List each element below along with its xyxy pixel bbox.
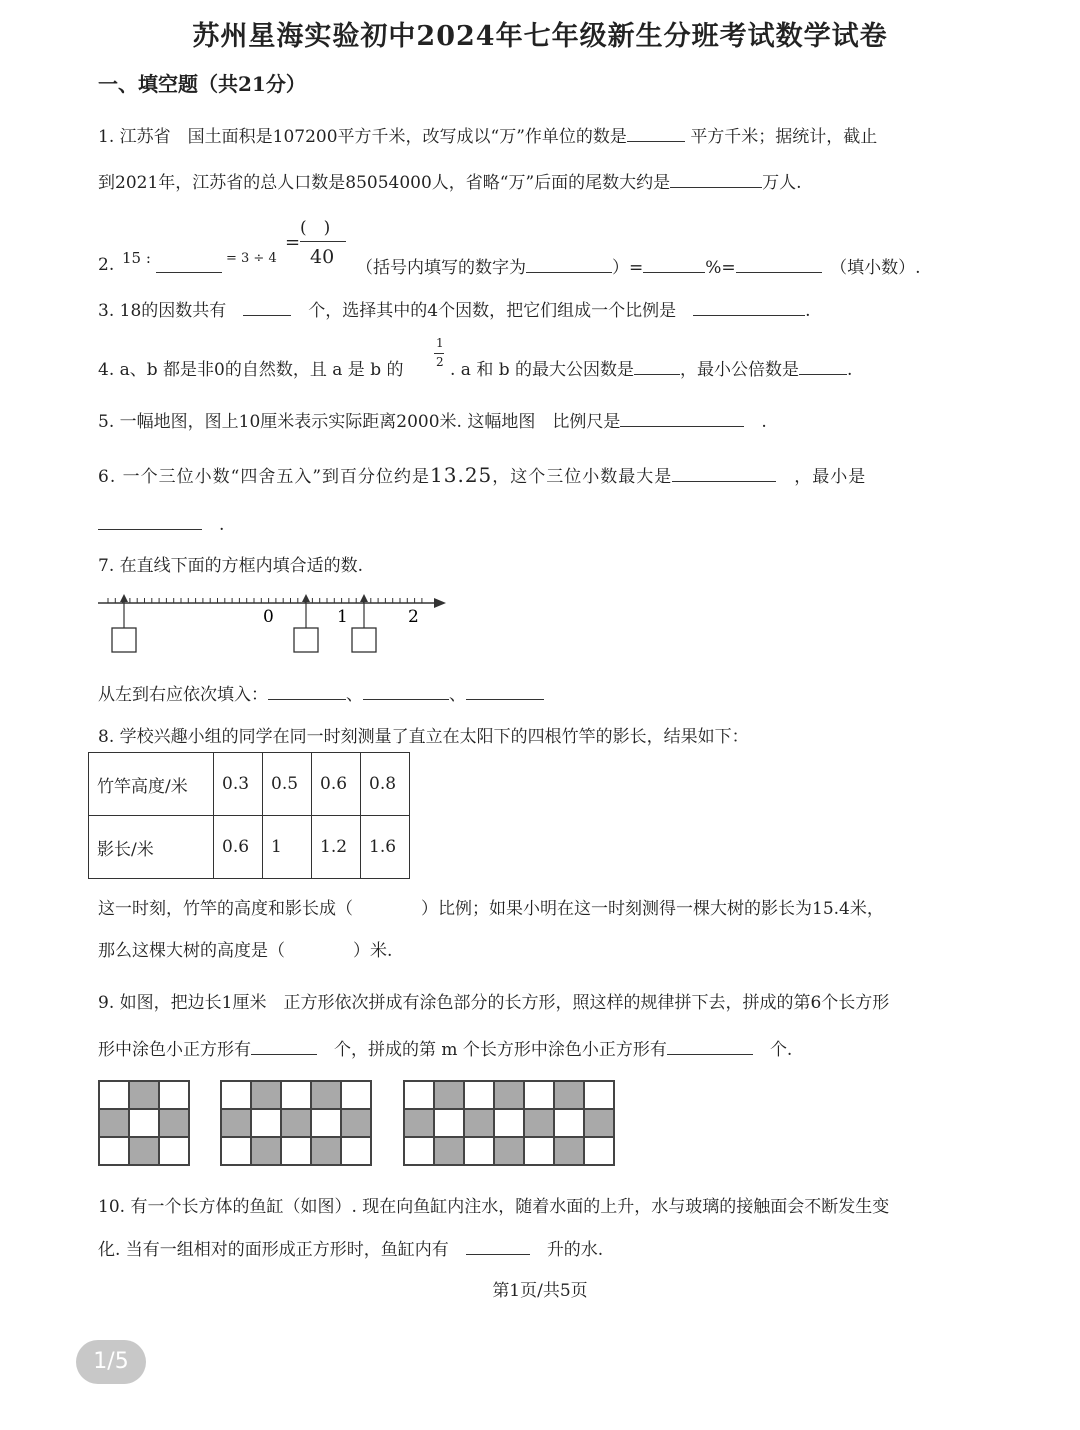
q8-line-b: 这一时刻，竹竿的高度和影长成（ ）比例；如果小明在这一时刻测得一棵大树的影长为15.4米， xyxy=(98,899,884,919)
q10-line-b xyxy=(98,1235,603,1260)
grid-square xyxy=(281,1109,311,1137)
q9-line-a: 9. 如图，把边长1厘米 正方形依次拼成有涂色部分的长方形，照这样的规律拼下去，拼成的第6个长方形 xyxy=(98,993,890,1013)
q8-line-c: 那么这棵大树的高度是（ ）米. xyxy=(98,941,393,961)
grid-square xyxy=(554,1081,584,1109)
q2-close: ）= xyxy=(612,258,644,278)
answer-box xyxy=(294,628,318,652)
question-6-line-2 xyxy=(98,510,224,535)
q2-fraction-numerator: ( ) xyxy=(300,218,331,238)
answer-blank xyxy=(670,169,762,188)
grid-square xyxy=(434,1081,464,1109)
table-cell: 0.8 xyxy=(361,753,410,816)
question-5 xyxy=(98,407,767,432)
q7-fill-text: 从左到右应依次填入： xyxy=(98,685,268,705)
answer-blank xyxy=(799,356,847,375)
page-indicator[interactable]: 1/5 xyxy=(76,1340,146,1384)
grid-square xyxy=(341,1109,371,1137)
q6-text-b: ，这个三位小数最大是 xyxy=(492,467,673,487)
q10-text-b: 化. 当有一组相对的面形成正方形时，鱼缸内有 xyxy=(98,1240,449,1260)
answer-blank xyxy=(693,297,805,316)
q4-text-c: ，最小公倍数是 xyxy=(680,360,800,380)
grid-square xyxy=(251,1109,281,1137)
grid-square xyxy=(129,1081,159,1109)
grid-square xyxy=(584,1109,614,1137)
answer-blank xyxy=(643,254,705,273)
q4-text-d: . xyxy=(847,360,853,380)
grid-square xyxy=(159,1109,189,1137)
section-heading: 一、填空题（共21分） xyxy=(98,72,306,96)
grid-square xyxy=(554,1109,584,1137)
answer-blank xyxy=(634,356,680,375)
grid-square xyxy=(464,1081,494,1109)
q9-text-c: 个，拼成的第 m 个长方形中涂色小正方形有 xyxy=(334,1040,667,1060)
q2-note: （括号内填写的数字为 xyxy=(356,258,526,278)
grid-square xyxy=(281,1081,311,1109)
grid-square xyxy=(554,1137,584,1165)
q8-text: 8. 学校兴趣小组的同学在同一时刻测量了直立在太阳下的四根竹竿的影长，结果如下： xyxy=(98,727,749,747)
q6-text-d: . xyxy=(219,515,225,535)
q6-text-a: 6. 一个三位小数“四舍五入”到百分位约是 xyxy=(98,467,431,487)
grid-square xyxy=(99,1137,129,1165)
grid-square xyxy=(341,1137,371,1165)
grid-square xyxy=(464,1109,494,1137)
grid-square xyxy=(221,1081,251,1109)
q1-text-d: 万人. xyxy=(762,173,802,193)
answer-blank xyxy=(156,254,222,273)
grid-square xyxy=(494,1109,524,1137)
grid-square xyxy=(524,1137,554,1165)
grid-square xyxy=(584,1081,614,1109)
grid-square xyxy=(404,1137,434,1165)
grid-square xyxy=(159,1137,189,1165)
q2-equals: = xyxy=(285,232,301,253)
page-footer: 第1页/共5页 xyxy=(492,1281,588,1301)
grid-square xyxy=(494,1137,524,1165)
q1-text-c: 到2021年，江苏省的总人口数是85054000人，省略“万”后面的尾数大约是 xyxy=(98,173,671,193)
question-6 xyxy=(98,462,866,487)
grid-square xyxy=(281,1137,311,1165)
q10-text-c: 升的水. xyxy=(546,1240,604,1260)
answer-blank xyxy=(268,681,346,700)
answer-blank xyxy=(251,1036,317,1055)
q6-number: 13.25 xyxy=(430,463,493,487)
grid-square xyxy=(494,1081,524,1109)
question-1-line-1 xyxy=(98,122,877,147)
table-cell: 1 xyxy=(263,816,312,879)
pattern-figure-3 xyxy=(403,1080,615,1166)
q4-text-b: . a 和 b 的最大公因数是 xyxy=(450,360,635,380)
grid-square xyxy=(341,1081,371,1109)
answer-blank xyxy=(526,254,612,273)
grid-square xyxy=(129,1109,159,1137)
answer-blank xyxy=(466,681,544,700)
table-cell: 0.6 xyxy=(214,816,263,879)
q3-text-b: 个，选择其中的4个因数，把它们组成一个比例是 xyxy=(308,301,677,321)
table-cell: 0.5 xyxy=(263,753,312,816)
q5-text-a: 5. 一幅地图，图上10厘米表示实际距离2000米. 这幅地图 比例尺是 xyxy=(98,412,621,432)
grid-square xyxy=(524,1109,554,1137)
grid-square xyxy=(404,1109,434,1137)
answer-blank xyxy=(363,681,449,700)
axis-label-0: 0 xyxy=(263,607,274,627)
q1-text-b: 平方千米；据统计，截止 xyxy=(690,127,878,147)
answer-blank xyxy=(98,511,202,530)
q1-text-a: 1. 江苏省 国土面积是107200平方千米，改写成以“万”作单位的数是 xyxy=(98,127,627,147)
fraction-bar xyxy=(300,241,346,242)
grid-square xyxy=(311,1109,341,1137)
answer-blank xyxy=(620,408,744,427)
table-row xyxy=(89,816,410,879)
answer-box xyxy=(112,628,136,652)
pattern-figure-1 xyxy=(98,1080,190,1166)
q2-fraction-denominator: 40 xyxy=(310,246,335,268)
grid-square xyxy=(99,1109,129,1137)
row-header: 竹竿高度/米 xyxy=(89,753,214,816)
page-title: 苏州星海实验初中2024年七年级新生分班考试数学试卷 xyxy=(192,21,888,52)
table-row xyxy=(89,753,410,816)
pattern-figure-2 xyxy=(220,1080,372,1166)
separator: 、 xyxy=(346,685,363,705)
grid-square xyxy=(404,1081,434,1109)
q2-percent: %= xyxy=(705,258,736,278)
q3-text-a: 3. 18的因数共有 xyxy=(98,301,227,321)
grid-square xyxy=(434,1137,464,1165)
answer-blank xyxy=(667,1036,753,1055)
number-line-arrows xyxy=(120,594,368,628)
q2-number: 2. xyxy=(98,255,115,275)
question-4-tail xyxy=(450,355,852,380)
q7-fill-line xyxy=(98,680,544,705)
grid-square xyxy=(584,1137,614,1165)
question-1-line-2 xyxy=(98,168,802,193)
grid-square xyxy=(464,1137,494,1165)
data-table xyxy=(88,752,410,879)
row-header: 影长/米 xyxy=(89,816,214,879)
table-cell: 1.2 xyxy=(312,816,361,879)
separator: 、 xyxy=(449,685,466,705)
q9-text-d: 个. xyxy=(769,1040,793,1060)
q6-text-c: ，最小是 xyxy=(794,467,867,487)
grid-square xyxy=(99,1081,129,1109)
q9-line-b xyxy=(98,1035,792,1060)
grid-square xyxy=(434,1109,464,1137)
q4-fraction-denominator: 2 xyxy=(436,355,444,369)
table-cell: 0.3 xyxy=(214,753,263,816)
table-cell: 1.6 xyxy=(361,816,410,879)
q5-text-b: . xyxy=(761,412,767,432)
answer-blank xyxy=(736,254,822,273)
q4-text-a: 4. a、b 都是非0的自然数，且 a 是 b 的 xyxy=(98,360,404,380)
grid-square xyxy=(159,1081,189,1109)
grid-square xyxy=(221,1137,251,1165)
q2-tail xyxy=(356,253,921,278)
axis-label-2: 2 xyxy=(408,607,419,627)
answer-blank xyxy=(672,463,776,482)
answer-box xyxy=(352,628,376,652)
fraction-bar xyxy=(434,353,444,354)
answer-blank xyxy=(627,123,685,142)
table-cell: 0.6 xyxy=(312,753,361,816)
grid-square xyxy=(251,1081,281,1109)
answer-blank xyxy=(466,1236,530,1255)
grid-square xyxy=(311,1137,341,1165)
number-line xyxy=(96,588,456,658)
axis-label-1: 1 xyxy=(337,607,348,627)
grid-square xyxy=(221,1109,251,1137)
q7-text: 7. 在直线下面的方框内填合适的数. xyxy=(98,556,364,576)
q2-tail-note: （填小数）. xyxy=(838,258,921,278)
grid-square xyxy=(311,1081,341,1109)
question-3 xyxy=(98,296,811,321)
answer-blank xyxy=(243,297,291,316)
q2-ratio: 15 : xyxy=(122,249,151,267)
q4-fraction-numerator: 1 xyxy=(436,336,444,350)
q9-text-b: 形中涂色小正方形有 xyxy=(98,1040,251,1060)
grid-square xyxy=(524,1081,554,1109)
q2-division: = 3 ÷ 4 xyxy=(226,251,277,266)
grid-square xyxy=(251,1137,281,1165)
q10-line-a: 10. 有一个长方体的鱼缸（如图）. 现在向鱼缸内注水，随着水面的上升，水与玻璃的接触面会不断发生变 xyxy=(98,1197,890,1217)
question-4 xyxy=(98,355,404,380)
grid-square xyxy=(129,1137,159,1165)
q3-text-c: . xyxy=(805,301,811,321)
